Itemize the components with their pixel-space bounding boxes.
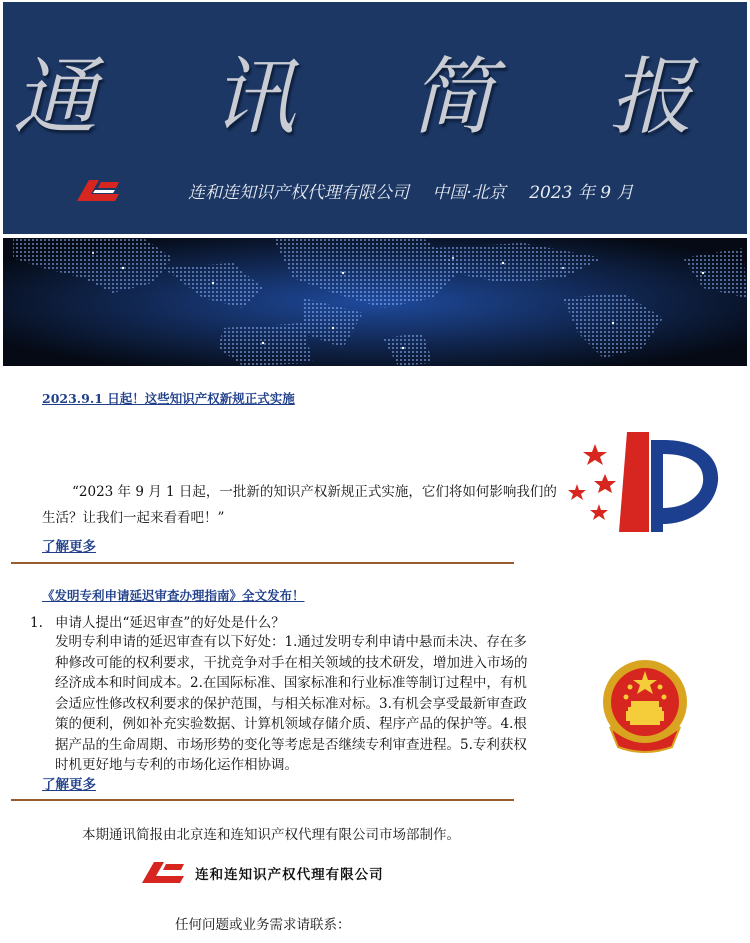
answer-line: 发明专利申请的延迟审查有以下好处：1.通过发明专利申请中悬而未决、存在多 [55,634,527,650]
article2-answer [55,632,528,776]
footer-contact: 任何问题或业务需求请联系： [175,917,351,933]
header-subline [188,178,652,203]
footer-logo [140,862,384,886]
answer-line: 策的便利，例如补充实验数据、计算机领域存储介质、程序产品的保护等。4.根 [55,716,527,732]
company-logo-icon [140,862,186,884]
article2-read-more-link[interactable]: 了解更多 [42,777,96,793]
divider [11,799,514,801]
answer-line: 会适应性修改权利要求的保护范围，与相关标准对标。3.有机会享受最新审查政 [55,695,527,712]
cnipa-emblem-icon [565,432,725,534]
article2-headline-link[interactable]: 《发明专利申请延迟审查办理指南》全文发布！ [42,588,305,603]
article2-question: 申请人提出“延迟审查”的好处是什么？ [55,615,285,631]
article1-read-more-link[interactable]: 了解更多 [42,539,96,555]
article1-body-line2: 生活？让我们一起来看看吧！” [42,510,225,526]
world-map-image [3,238,747,366]
world-map-banner [3,238,747,366]
newsletter-title: 通 讯 简 报 [12,48,738,146]
national-emblem-icon [600,657,690,757]
header-company: 连和连知识产权代理有限公司 [188,183,409,203]
footer-credit: 本期通讯简报由北京连和连知识产权代理有限公司市场部制作。 [82,827,460,843]
list-number: 1. [30,615,43,631]
company-logo-icon [75,180,121,202]
answer-line: 经济成本和时间成本。2.在国际标准、国家标准和行业标准等制订过程中，有机 [55,675,527,691]
answer-line: 时机更好地与专利的市场化运作相协调。 [55,757,298,773]
article1-headline-link[interactable]: 2023.9.1 日起！这些知识产权新规正式实施 [42,391,295,406]
divider [11,562,514,564]
header-date: 2023 年 9 月 [529,183,634,203]
header-location: 中国·北京 [432,183,506,203]
article1-body-line1: “2023 年 9 月 1 日起，一批新的知识产权新规正式实施，它们将如何影响我们的 [72,484,557,500]
header-banner [3,2,747,234]
answer-line: 种修改可能的权利要求，干扰竞争对手在相关领域的技术研发，增加进入市场的 [55,654,528,671]
answer-line: 据产品的生命周期、市场形势的变化等考虑是否继续专利审查进程。5.专利获权 [55,736,527,753]
footer-logo-text: 连和连知识产权代理有限公司 [195,867,384,883]
